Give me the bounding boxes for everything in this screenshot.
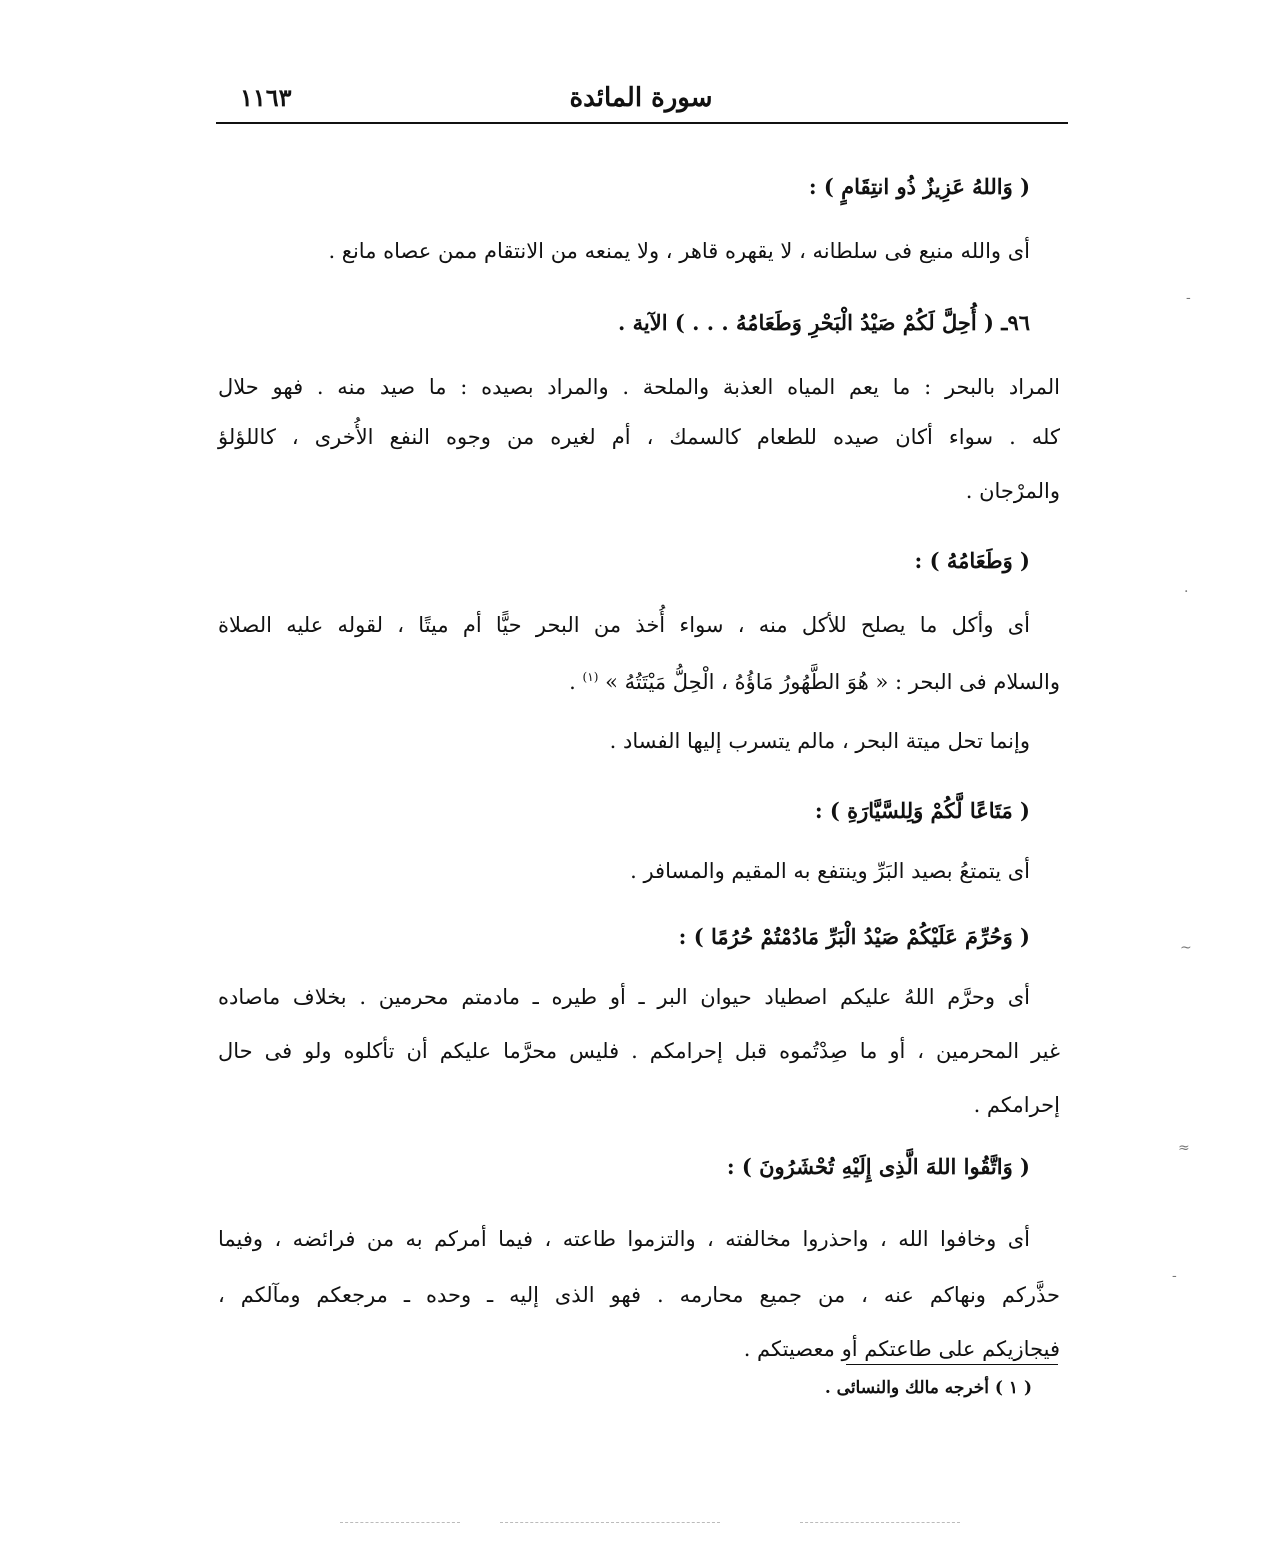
surah-title: سورة المائدة xyxy=(569,83,713,113)
scan-mark: ~ xyxy=(1180,940,1192,956)
verse-heading: ( مَتَاعًا لَّكُمْ وَلِلسَّيَّارَةِ ) : xyxy=(814,798,1030,823)
commentary-line: حذَّركم ونهاكم عنه ، من جميع محارمه . فهو الذى إليه ـ وحده ـ مرجعكم ومآلكم ، xyxy=(218,1283,1060,1307)
scan-artifact xyxy=(340,1522,460,1523)
commentary-line: أى يتمتعُ بصيد البَرِّ وينتفع به المقيم والمسافر . xyxy=(630,859,1030,883)
scan-mark: - xyxy=(1186,290,1191,306)
verse-heading: ( وَحُرِّمَ عَلَيْكُمْ صَيْدُ الْبَرِّ مَادُمْتُمْ حُرُمًا ) : xyxy=(678,924,1030,949)
verse-heading: ( وَاللهُ عَزِيزٌ ذُو انتِقَامٍ ) : xyxy=(808,174,1030,199)
footnote-divider xyxy=(846,1364,1058,1365)
verse-heading: ( وَاتَّقُوا اللهَ الَّذِى إِلَيْهِ تُحْشَرُونَ ) : xyxy=(726,1154,1030,1179)
scan-artifact xyxy=(800,1522,960,1523)
page-number: ١١٦٣ xyxy=(240,83,292,112)
commentary-line: غير المحرمين ، أو ما صِدْتُموه قبل إحرامكم . فليس محرَّما عليكم أن تأكلوه ولو فى حال xyxy=(218,1039,1060,1063)
page-header xyxy=(216,78,1066,126)
commentary-line: فيجازيكم على طاعتكم أو معصيتكم . xyxy=(743,1337,1060,1361)
verse-heading: ٩٦ـ ( أُحِلَّ لَكُمْ صَيْدُ الْبَحْرِ وَطَعَامُهُ . . . ) الآية . xyxy=(618,310,1030,335)
commentary-line: أى وأكل ما يصلح للأكل منه ، سواء أُخذ من البحر حيًّا أم ميتًا ، لقوله عليه الصلاة xyxy=(218,613,1030,637)
header-divider xyxy=(216,122,1068,124)
commentary-line: إحرامكم . xyxy=(973,1093,1060,1117)
commentary-line: وإنما تحل ميتة البحر ، مالم يتسرب إليها الفساد . xyxy=(609,729,1030,753)
commentary-line: كله . سواء أكان صيده للطعام كالسمك ، أم لغيره من وجوه النفع الأُخرى ، كاللؤلؤ xyxy=(218,425,1060,449)
verse-heading: ( وَطَعَامُهُ ) : xyxy=(914,548,1030,573)
scan-mark: · xyxy=(1184,584,1189,600)
scan-mark: - xyxy=(1172,1268,1177,1284)
commentary-line: أى والله منيع فى سلطانه ، لا يقهره قاهر ، ولا يمنعه من الانتقام ممن عصاه مانع . xyxy=(328,239,1030,263)
footnote: ( ١ ) أخرجه مالك والنسائى . xyxy=(824,1378,1032,1398)
commentary-line: المراد بالبحر : ما يعم المياه العذبة والملحة . والمراد بصيده : ما صيد منه . فهو حلال xyxy=(218,375,1060,399)
hadith-line: والسلام فى البحر : « هُوَ الطَّهُورُ مَاؤُهُ ، الْحِلُّ مَيْتَتُهُ » xyxy=(605,670,1060,694)
scan-mark: ≈ xyxy=(1178,1140,1190,1156)
footnote-reference: (١) xyxy=(582,670,599,684)
commentary-line: والسلام فى البحر : « هُوَ الطَّهُورُ مَاؤُهُ ، الْحِلُّ مَيْتَتُهُ » $^{(١)}$ . xyxy=(569,670,1060,694)
scan-artifact xyxy=(500,1522,720,1523)
commentary-line: أى وخافوا الله ، واحذروا مخالفته ، والتزموا طاعته ، فيما أمركم به من فرائضه ، وفيما xyxy=(218,1227,1030,1251)
commentary-line: أى وحرَّم اللهُ عليكم اصطياد حيوان البر ـ أو طيره ـ مادمتم محرمين . بخلاف ماصاده xyxy=(218,985,1030,1009)
commentary-line: والمرْجان . xyxy=(965,479,1060,503)
